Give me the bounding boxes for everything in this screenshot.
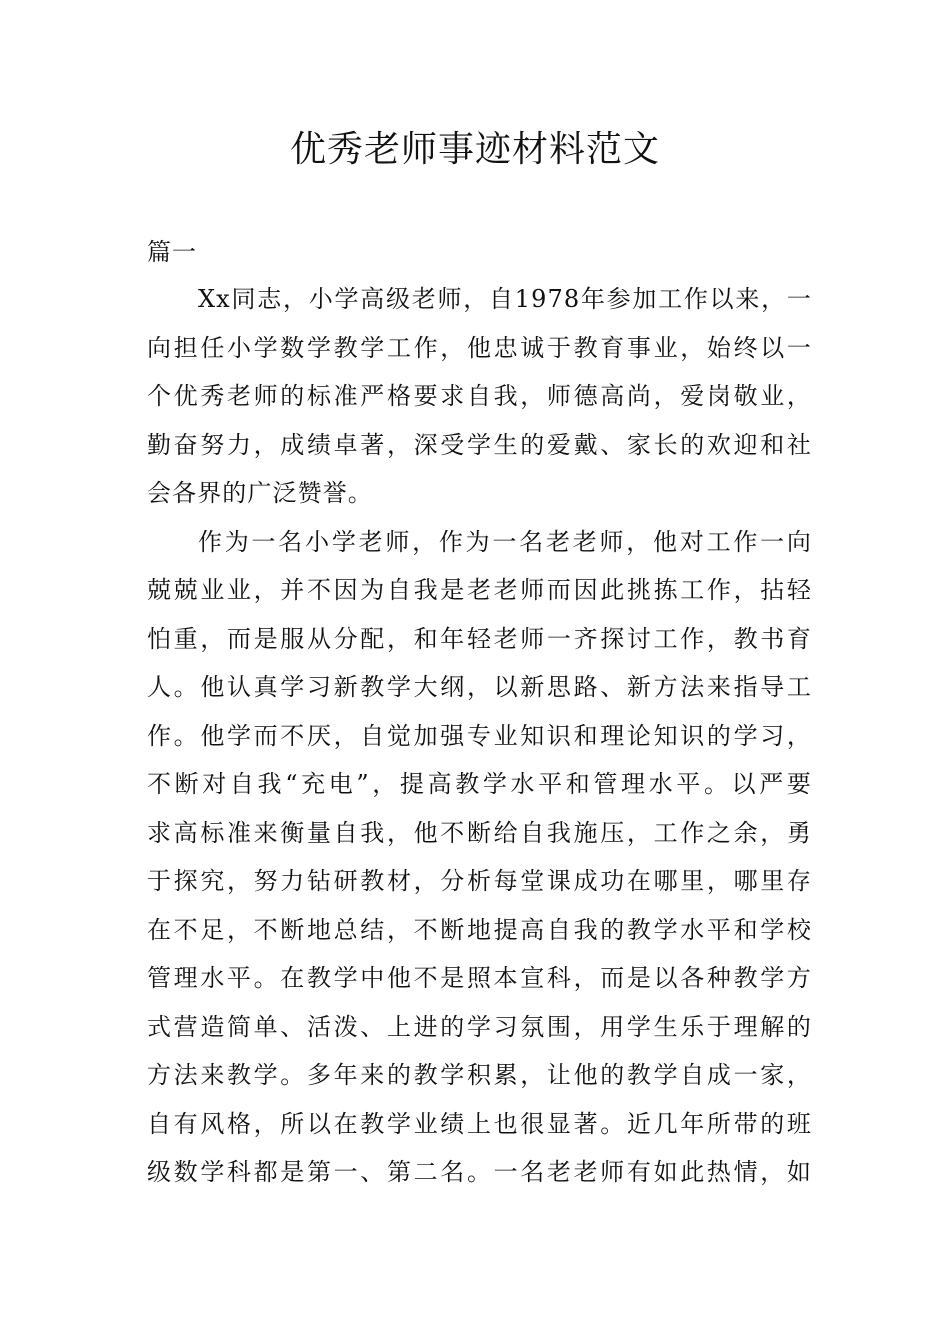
paragraph-line: 个优秀老师的标准严格要求自我，师德高尚，爱岗敬业， [147,382,812,410]
document-title: 优秀老师事迹材料范文 [289,129,660,170]
paragraph-line: 管理水平。在教学中他不是照本宣科，而是以各种教学方 [147,964,812,992]
paragraph-line: 作。他学而不厌，自觉加强专业知识和理论知识的学习， [147,721,812,750]
paragraph-line: 作为一名小学老师，作为一名老老师，他对工作一向 [198,527,812,556]
paragraph-line: 自有风格，所以在教学业绩上也很显著。近几年所带的班 [147,1109,812,1138]
section-label: 篇一 [147,238,197,266]
paragraph-line: Xx同志，小学高级老师，自1978年参加工作以来，一 [198,285,812,313]
paragraph-line: 级数学科都是第一、第二名。一名老老师有如此热情，如 [147,1158,812,1186]
paragraph-line: 求高标准来衡量自我，他不断给自我施压，工作之余，勇 [147,818,812,847]
paragraph-line: 勤奋努力，成绩卓著，深受学生的爱戴、家长的欢迎和社 [147,430,812,459]
paragraph-line: 不断对自我“充电”，提高教学水平和管理水平。以严要 [147,770,812,798]
paragraph-line: 于探究，努力钻研教材，分析每堂课成功在哪里，哪里存 [147,867,812,895]
paragraph-line: 方法来教学。多年来的教学积累，让他的教学自成一家， [147,1061,812,1089]
paragraph-line: 人。他认真学习新教学大纲，以新思路、新方法来指导工 [147,673,812,701]
paragraph-line: 式营造简单、活泼、上进的学习氛围，用学生乐于理解的 [147,1012,812,1041]
paragraph-line: 怕重，而是服从分配，和年轻老师一齐探讨工作，教书育 [147,624,812,653]
paragraph-line: 兢兢业业，并不因为自我是老老师而因此挑拣工作，拈轻 [147,576,812,604]
paragraph-line: 会各界的广泛赞誉。 [147,479,373,507]
paragraph-2 [147,518,812,1197]
document-body [147,275,812,1197]
paragraph-1 [147,275,812,518]
paragraph-line: 向担任小学数学教学工作，他忠诚于教育事业，始终以一 [147,333,812,362]
paragraph-line: 在不足，不断地总结，不断地提高自我的教学水平和学校 [147,915,812,944]
